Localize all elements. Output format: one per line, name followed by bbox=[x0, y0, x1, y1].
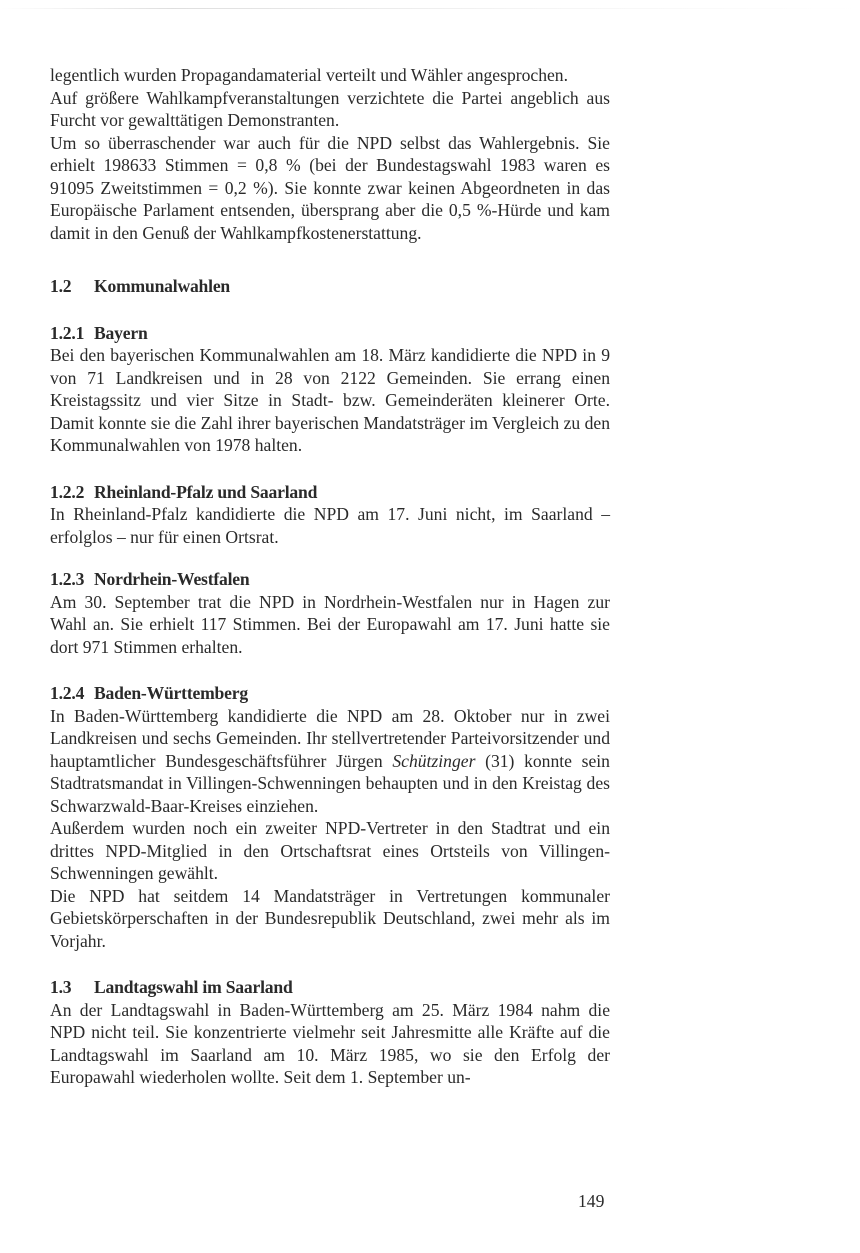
section-heading-1-2-2 bbox=[50, 481, 610, 504]
section-number: 1.2.2 bbox=[50, 481, 85, 502]
section-title: Nordrhein-Westfalen bbox=[94, 569, 250, 589]
section-heading-1-2 bbox=[50, 275, 610, 298]
section-body-1-2-4-paragraph-2: Außerdem wurden noch ein zweiter NPD-Vertreter in den Stadtrat und ein drittes NPD-Mitglied in den Ortschaftsrat eines Ortsteils von Villingen-Schwenningen gewählt. bbox=[50, 818, 610, 883]
section-body-1-2-4-paragraph-3: Die NPD hat seitdem 14 Mandatsträger in Vertretungen kommunaler Gebietskörperschaften in der Bundesrepublik Deutschland, zwei mehr als im Vorjahr. bbox=[50, 885, 610, 951]
section-heading-1-2-4 bbox=[50, 682, 610, 705]
section-number: 1.2.1 bbox=[50, 322, 85, 343]
intro-paragraph-1: legentlich wurden Propagandamaterial verteilt und Wähler angesprochen. bbox=[50, 65, 569, 85]
section-body-1-2-1: Bei den bayerischen Kommunalwahlen am 18. März kandidierte die NPD in 9 von 71 Landkreisen und in 28 von 2122 Gemeinden. Sie errang einen Kreistagssitz und vier Sitze in Stadt- bzw. Gemeinderäten kleinerer Orte. Damit konnte sie die Zahl ihrer bayerischen Mandatsträger im Vergleich zu den Kommunalwahlen von 1978 halten. bbox=[50, 345, 610, 455]
document-page bbox=[50, 64, 610, 1089]
section-heading-1-2-1 bbox=[50, 322, 610, 345]
section-heading-1-3 bbox=[50, 976, 610, 999]
section-number: 1.3 bbox=[50, 977, 72, 997]
section-title: Kommunalwahlen bbox=[94, 276, 231, 296]
section-body-1-2-3: Am 30. September trat die NPD in Nordrhein-Westfalen nur in Hagen zur Wahl an. Sie erhielt 117 Stimmen. Bei der Europawahl am 17. Juni hatte sie dort 971 Stimmen erhalten. bbox=[50, 591, 610, 657]
section-title: Baden-Württemberg bbox=[94, 683, 248, 703]
section-body-1-2-4 bbox=[50, 705, 610, 818]
section-title: Rheinland-Pfalz und Saarland bbox=[94, 481, 318, 502]
section-number: 1.2.3 bbox=[50, 569, 85, 589]
person-name: Schützinger bbox=[392, 750, 476, 771]
body-text: (31) konnte sein Stadtratsmandat in Villingen-Schwenningen behaupten und in den Kreistag des Schwarzwald-Baar-Kreises einziehen. bbox=[50, 750, 610, 816]
body-text: In Baden-Württemberg kandidierte die NPD am 28. Oktober nur in zwei Landkreisen und sechs Gemeinden. Ihr stellvertretender Parteivorsitzender und hauptamtlicher Bundesgeschäftsführer Jürgen bbox=[50, 705, 610, 771]
section-body-1-3: An der Landtagswahl in Baden-Württemberg am 25. März 1984 nahm die NPD nicht teil. Sie konzentrierte vielmehr seit Jahresmitte alle Kräfte auf die Landtagswahl im Saarland am 10. März 1985, wo sie den Erfolg der Europawahl wiederholen wollte. Seit dem 1. September un- bbox=[50, 999, 610, 1087]
section-number: 1.2.4 bbox=[50, 683, 85, 703]
section-heading-1-2-3 bbox=[50, 568, 610, 591]
section-title: Bayern bbox=[94, 322, 148, 343]
intro-paragraph-2: Auf größere Wahlkampfveranstaltungen verzichtete die Partei angeblich aus Furcht vor gewalttätigen Demonstranten. bbox=[50, 87, 610, 130]
page-number: 149 bbox=[578, 1191, 605, 1211]
scan-edge-line bbox=[0, 8, 860, 9]
section-number: 1.2 bbox=[50, 276, 72, 296]
section-body-1-2-2: In Rheinland-Pfalz kandidierte die NPD am 17. Juni nicht, im Saarland – erfolglos – nur für einen Ortsrat. bbox=[50, 504, 610, 547]
section-title: Landtagswahl im Saarland bbox=[94, 977, 293, 997]
intro-paragraph-3: Um so überraschender war auch für die NPD selbst das Wahlergebnis. Sie erhielt 198633 Stimmen = 0,8 % (bei der Bundestagswahl 1983 waren es 91095 Zweitstimmen = 0,2 %). Sie konnte zwar keinen Abgeordneten in das Europäische Parlament entsenden, übersprang aber die 0,5 %-Hürde und kam damit in den Genuß der Wahlkampfkostenerstattung. bbox=[50, 132, 610, 243]
